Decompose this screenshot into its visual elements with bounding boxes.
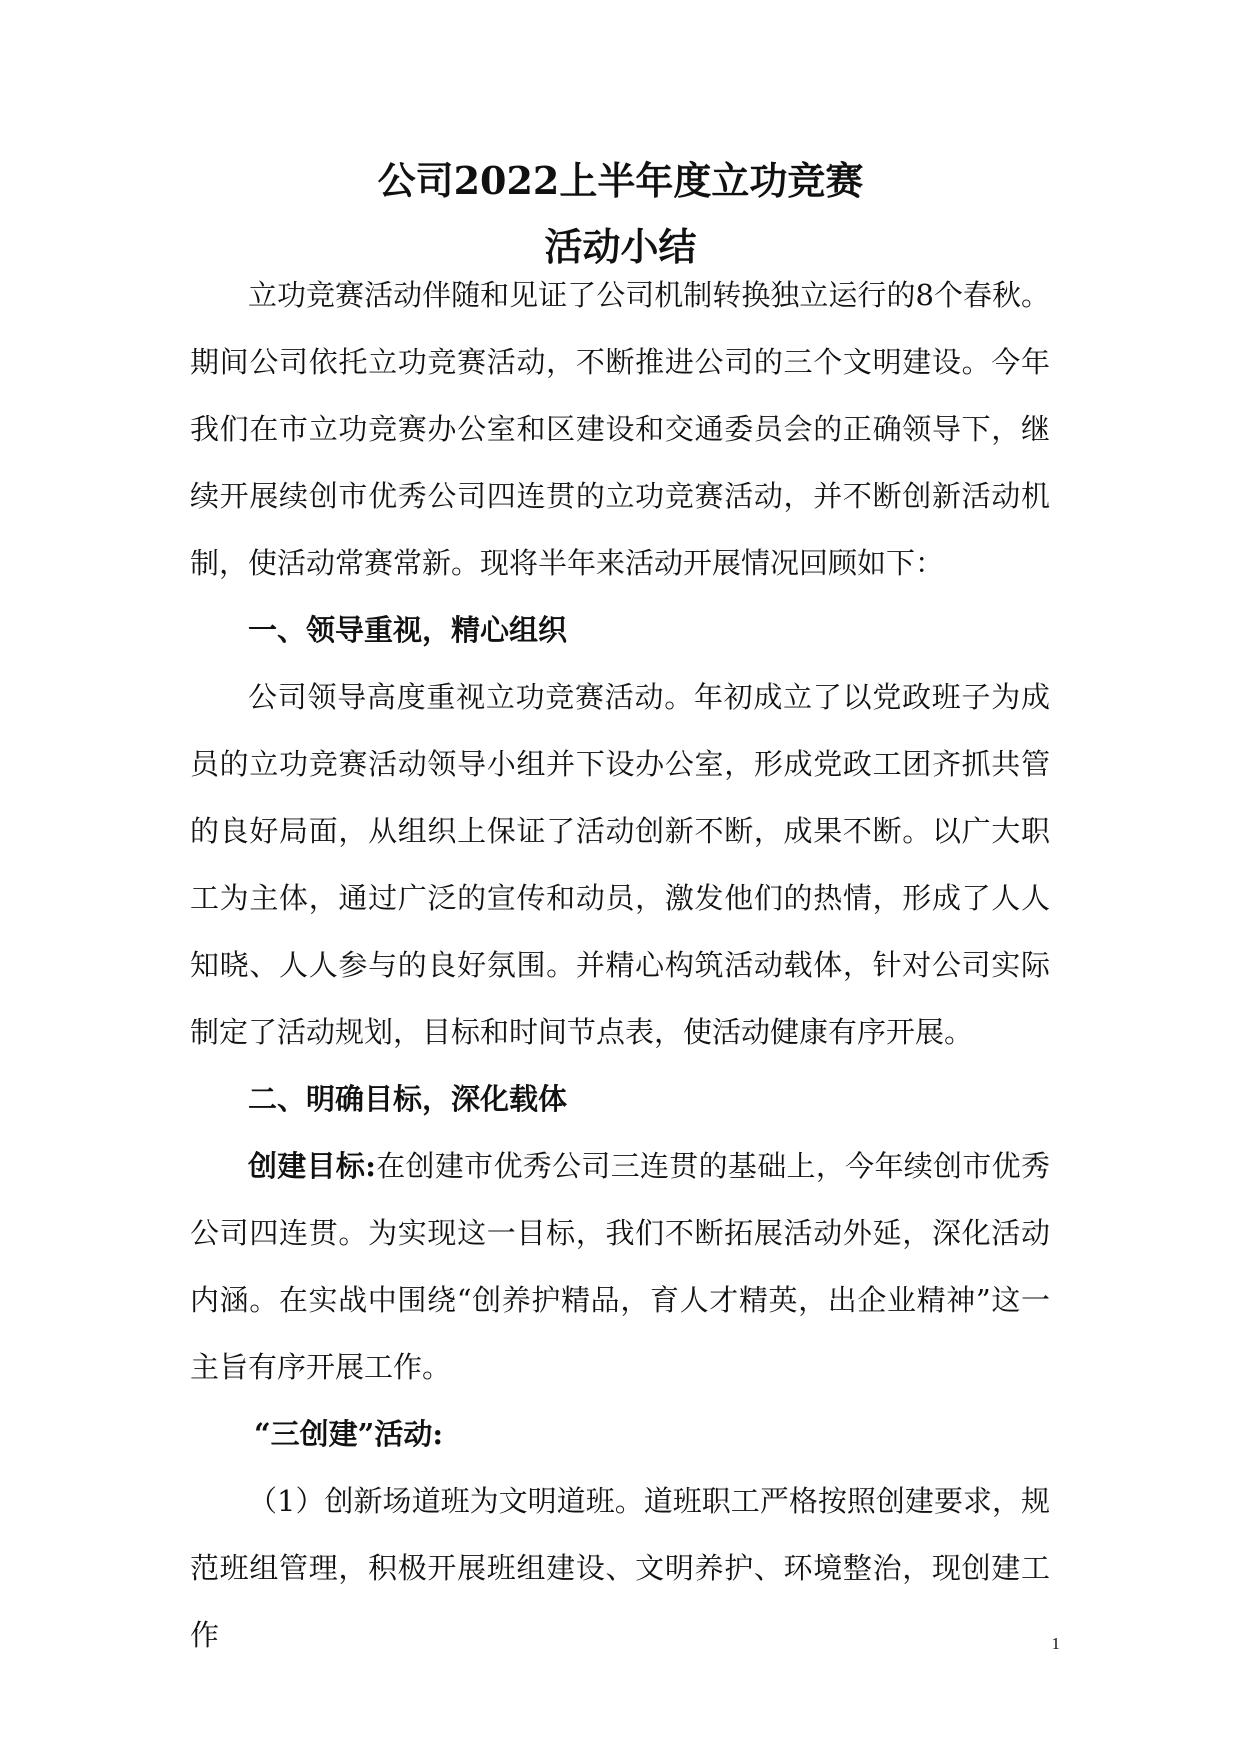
section-1-paragraph: 公司领导高度重视立功竞赛活动。年初成立了以党政班子为成员的立功竞赛活动领导小组并下设办公室，形成党政工团齐抓共管的良好局面，从组织上保证了活动创新不断，成果不断。以广大职工为主体，通过广泛的宣传和动员，激发他们的热情，形成了人人知晓、人人参与的良好氛围。并精心构筑活动载体，针对公司实际制定了活动规划，目标和时间节点表，使活动健康有序开展。 xyxy=(190,680,1050,1049)
document-subtitle: 活动小结 xyxy=(544,224,697,269)
section-heading-1: 一、领导重视，精心组织 xyxy=(248,613,568,647)
document-body xyxy=(190,262,1050,1669)
document-title: 公司2022上半年度立功竞赛 xyxy=(377,158,864,203)
three-creation-heading: “三创建”活动: xyxy=(254,1417,444,1451)
goal-label: 创建目标: xyxy=(248,1149,376,1183)
section-heading-2: 二、明确目标，深化载体 xyxy=(248,1082,568,1116)
intro-paragraph: 立功竞赛活动伴随和见证了公司机制转换独立运行的8个春秋。期间公司依托立功竞赛活动，不断推进公司的三个文明建设。今年我们在市立功竞赛办公室和区建设和交通委员会的正确领导下，继续开展续创市优秀公司四连贯的立功竞赛活动，并不断创新活动机制，使活动常赛常新。现将半年来活动开展情况回顾如下： xyxy=(190,278,1050,580)
page-number: 1 xyxy=(1051,1634,1060,1653)
goal-text: 在创建市优秀公司三连贯的基础上，今年续创市优秀公司四连贯。为实现这一目标，我们不断拓展活动外延，深化活动内涵。在实战中围绕“创养护精品，育人才精英，出企业精神”这一主旨有序开展工作。 xyxy=(190,1149,1050,1384)
goal-paragraph xyxy=(190,1133,1050,1401)
list-item-1: （1）创新场道班为文明道班。道班职工严格按照创建要求，规范班组管理，积极开展班组建设、文明养护、环境整治，现创建工作 xyxy=(190,1484,1050,1652)
